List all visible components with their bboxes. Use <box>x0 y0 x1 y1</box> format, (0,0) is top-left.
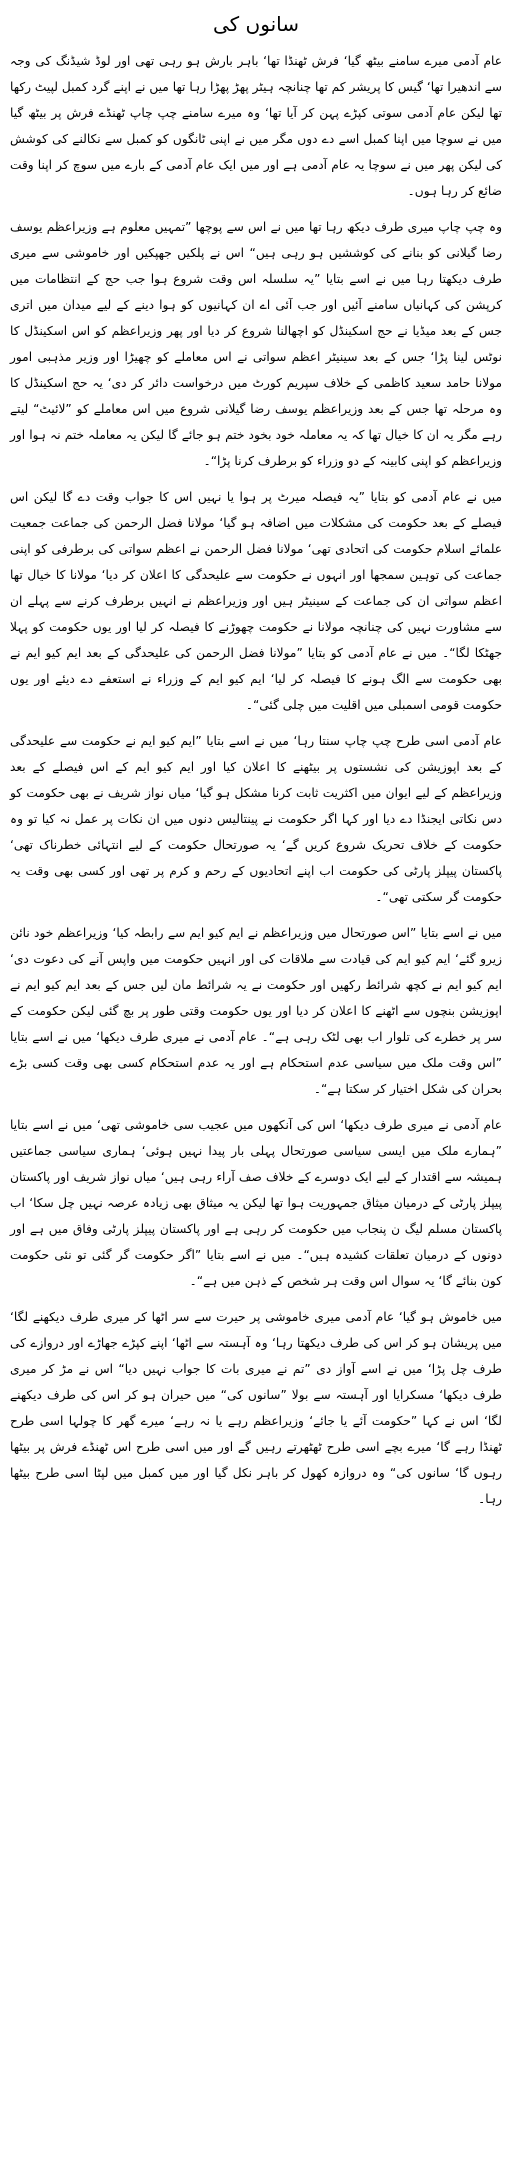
article-paragraph-1: عام آدمی میرے سامنے بیٹھ گیا‘ فرش ٹھنڈا تھا‘ باہر بارش ہو رہی تھی اور لوڈ شیڈنگ کی وجہ سے اندھیرا تھا‘ گیس کا پریشر کم تھا چنانچہ ہیٹر پھڑ پھڑا رہا تھا میں نے اپنے گرد کمبل لپیٹ رکھا تھا لیکن عام آدمی سوتی کپڑے پہن کر آیا تھا‘ وہ میرے سامنے چپ چاپ ٹھنڈے فرش پر بیٹھ گیا میں نے سوچا میں اپنا کمبل اسے دے دوں مگر میں نے اپنی ٹانگوں کو کمبل سے نکالنے کی کوشش کی لیکن پھر میں نے سوچا یہ عام آدمی ہے اور میں ایک عام آدمی کے بارے میں سوچ کر اپنا وقت ضائع کر رہا ہوں۔ <box>10 54 502 198</box>
article-title: سانوں کی <box>213 12 299 36</box>
article-paragraph-6: عام آدمی نے میری طرف دیکھا‘ اس کی آنکھوں میں عجیب سی خاموشی تھی‘ میں نے اسے بتایا ”ہمارے ملک میں ایسی سیاسی صورتحال پہلی بار پیدا نہیں ہوئی‘ ہماری سیاسی جماعتیں ہمیشہ سے اقتدار کے لیے ایک دوسرے کے خلاف صف آراء رہی ہیں‘ میاں نواز شریف اور پاکستان پیپلز پارٹی کے درمیان میثاق جمہوریت ہوا تھا لیکن یہ میثاق بھی زیادہ عرصہ نہیں چل سکا‘ اب پاکستان مسلم لیگ ن پنجاب میں حکومت کر رہی ہے اور پاکستان پیپلز پارٹی وفاق میں ہے اور دونوں کے درمیان تعلقات کشیدہ ہیں“۔ میں نے اسے بتایا ”اگر حکومت گر گئی تو نئی حکومت کون بنائے گا‘ یہ سوال اس وقت ہر شخص کے ذہن میں ہے“۔ <box>10 1118 502 1288</box>
article-paragraph-4: عام آدمی اسی طرح چپ چاپ سنتا رہا‘ میں نے اسے بتایا ”ایم کیو ایم نے حکومت سے علیحدگی کے بعد اپوزیشن کی نشستوں پر بیٹھنے کا اعلان کیا اور ایم کیو ایم کے اس فیصلے کے بعد وزیراعظم کے لیے ایوان میں اکثریت ثابت کرنا مشکل ہو گیا‘ میاں نواز شریف نے بھی حکومت کو دس نکاتی ایجنڈا دے دیا اور کہا اگر حکومت نے پینتالیس دنوں میں ان نکات پر عمل نہ کیا تو وہ حکومت کے خلاف تحریک شروع کریں گے‘ یہ صورتحال حکومت کے لیے انتہائی خطرناک تھی‘ پاکستان پیپلز پارٹی کی حکومت اب اپنے اتحادیوں کے رحم و کرم پر تھی اور کسی بھی وقت یہ حکومت گر سکتی تھی“۔ <box>10 734 502 904</box>
article-paragraph-7: میں خاموش ہو گیا‘ عام آدمی میری خاموشی پر حیرت سے سر اٹھا کر میری طرف دیکھنے لگا‘ میں پریشان ہو کر اس کی طرف دیکھتا رہا‘ وہ آہستہ سے اٹھا‘ اپنے کپڑے جھاڑے اور دروازے کی طرف چل پڑا‘ میں نے اسے آواز دی ”تم نے میری بات کا جواب نہیں دیا“ اس نے مڑ کر میری طرف دیکھا‘ مسکرایا اور آہستہ سے بولا ”سانوں کی“ میں حیران ہو کر اس کی طرف دیکھنے لگا‘ اس نے کہا ”حکومت آئے یا جائے‘ وزیراعظم رہے یا نہ رہے‘ میرے گھر کا چولہا اسی طرح ٹھنڈا رہے گا‘ میرے بچے اسی طرح ٹھٹھرتے رہیں گے اور میں اسی طرح اس ٹھنڈے فرش پر بیٹھا رہوں گا‘ سانوں کی“ وہ دروازہ کھول کر باہر نکل گیا اور میں کمبل میں لپٹا اسی طرح بیٹھا رہا۔ <box>10 1310 502 1506</box>
article-paragraph-3: میں نے عام آدمی کو بتایا ”یہ فیصلہ میرٹ پر ہوا یا نہیں اس کا جواب وقت دے گا لیکن اس فیصلے کے بعد حکومت کی مشکلات میں اضافہ ہو گیا‘ مولانا فضل الرحمن کی جماعت جمعیت علمائے اسلام حکومت کی اتحادی تھی‘ مولانا فضل الرحمن نے اعظم سواتی کی برطرفی کو اپنی جماعت کی توہین سمجھا اور انہوں نے حکومت سے علیحدگی کا اعلان کر دیا‘ مولانا کا خیال تھا اعظم سواتی ان کی جماعت کے سینیٹر ہیں اور وزیراعظم نے انہیں برطرف کرنے سے پہلے ان سے مشاورت نہیں کی چنانچہ مولانا نے حکومت چھوڑنے کا فیصلہ کر لیا اور یوں حکومت کو پہلا جھٹکا لگا“۔ میں نے عام آدمی کو بتایا ”مولانا فضل الرحمن کی علیحدگی کے بعد ایم کیو ایم نے بھی حکومت سے الگ ہونے کا فیصلہ کر لیا‘ ایم کیو ایم کے وزراء نے استعفے دے دیئے اور یوں حکومت قومی اسمبلی میں اقلیت میں چلی گئی“۔ <box>10 490 502 712</box>
article-paragraph-2: وہ چپ چاپ میری طرف دیکھ رہا تھا میں نے اس سے پوچھا ”تمہیں معلوم ہے وزیراعظم یوسف رضا گیلانی کو بنانے کی کوششیں ہو رہی ہیں“ اس نے پلکیں جھپکیں اور خاموشی سے میری طرف دیکھتا رہا میں نے اسے بتایا ”یہ سلسلہ اس وقت شروع ہوا جب حج کے انتظامات میں کرپشن کی کہانیاں سامنے آئیں اور جب آئی اے ان کہانیوں کو ہوا دینے کے لیے میدان میں اتری جس کے بعد میڈیا نے حج اسکینڈل کو اچھالنا شروع کر دیا اور پھر وزیراعظم کو اس اسکینڈل کا نوٹس لینا پڑا‘ جس کے بعد سینیٹر اعظم سواتی نے اس معاملے کو چھیڑا اور وزیر مذہبی امور مولانا حامد سعید کاظمی کے خلاف سپریم کورٹ میں درخواست دائر کر دی‘ یہ حج اسکینڈل کا وہ مرحلہ تھا جس کے بعد وزیراعظم یوسف رضا گیلانی شروع میں اس معاملے کو ”لائیٹ“ لیتے رہے مگر یہ ان کا خیال تھا کہ یہ معاملہ خود بخود ختم ہو جائے گا لیکن یہ معاملہ ختم نہ ہوا اور وزیراعظم کو اپنی کابینہ کے دو وزراء کو برطرف کرنا پڑا“۔ <box>10 220 502 468</box>
article-paragraph-5: میں نے اسے بتایا ”اس صورتحال میں وزیراعظم نے ایم کیو ایم سے رابطہ کیا‘ وزیراعظم خود نائن زیرو گئے‘ ایم کیو ایم کی قیادت سے ملاقات کی اور انہیں حکومت میں واپس آنے کی دعوت دی‘ ایم کیو ایم نے کچھ شرائط رکھیں اور حکومت نے یہ شرائط مان لیں جس کے بعد ایم کیو ایم نے اپوزیشن بنچوں سے اٹھنے کا اعلان کر دیا اور یوں حکومت وقتی طور پر بچ گئی لیکن حکومت کے سر پر خطرے کی تلوار اب بھی لٹک رہی ہے“۔ عام آدمی نے میری طرف دیکھا‘ میں نے اسے بتایا ”اس وقت ملک میں سیاسی عدم استحکام ہے اور یہ عدم استحکام کسی بھی وقت کسی بڑے بحران کی شکل اختیار کر سکتا ہے“۔ <box>10 926 502 1096</box>
